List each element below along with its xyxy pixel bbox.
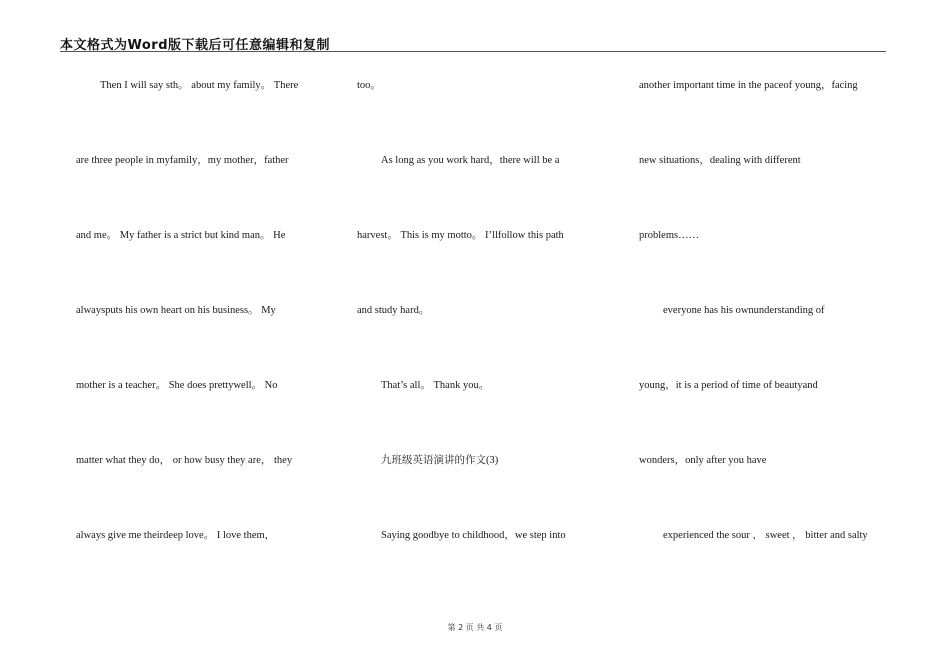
page-number: 第 2 页 共 4 页 [447,623,503,632]
section-heading: 九班级英语演讲的作文(3) [381,455,499,466]
text-line: harvest。 This is my motto。 I’llfollow this path [357,230,564,241]
text-line: too。 [357,80,381,91]
text-line: and study hard。 [357,305,430,316]
text-line: problems…… [639,230,700,241]
text-line: everyone has his ownunderstanding of [663,305,825,316]
text-line: experienced the sour ， sweet ， bitter and salty [663,530,868,541]
text-line: are three people in myfamily，my mother，father [76,155,289,166]
text-line: mother is a teacher。 She does prettywell。 No [76,380,278,391]
text-line: another important time in the paceof young，facing [639,80,858,91]
text-line: Saying goodbye to childhood，we step into [381,530,566,541]
text-line: always give me theirdeep love。 I love them， [76,530,276,541]
text-line: matter what they do， or how busy they are， they [76,455,293,466]
text-line: young，it is a period of time of beautyand [639,380,818,391]
text-line: and me。 My father is a strict but kind man。 He [76,230,286,241]
text-line: alwaysputs his own heart on his business。 My [76,305,276,316]
text-line: That’s all。 Thank you。 [381,380,490,391]
text-line: Then I will say sth。 about my family。 There [100,80,299,91]
text-line: As long as you work hard，there will be a [381,155,560,166]
text-line: wonders，only after you have [639,455,767,466]
header-title: 本文格式为Word版下载后可任意编辑和复制 [60,38,331,53]
text-line: new situations，dealing with different [639,155,801,166]
page-header [60,33,886,52]
